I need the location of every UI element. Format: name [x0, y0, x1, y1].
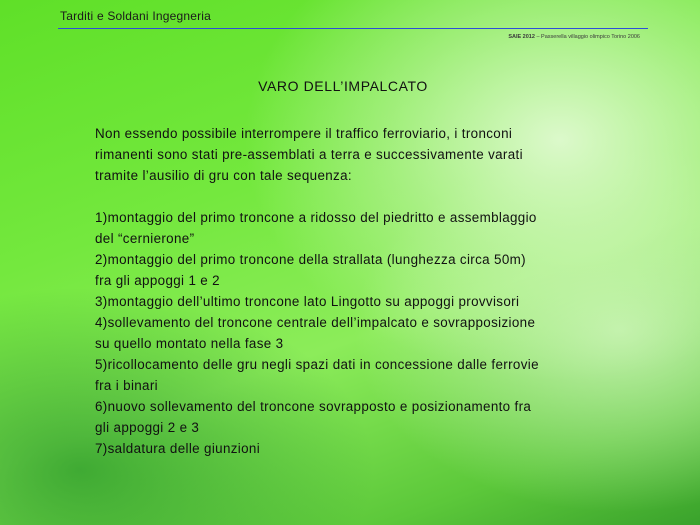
slide-title: VARO DELL’IMPALCATO	[258, 78, 428, 94]
event-caption	[508, 34, 640, 40]
step-line: 5)ricollocamento delle gru negli spazi dati in concessione dalle ferrovie	[95, 357, 539, 372]
paragraph-gap	[95, 186, 615, 207]
step-line: 4)sollevamento del troncone centrale dell’impalcato e sovrapposizione	[95, 315, 536, 330]
intro-line: rimanenti sono stati pre-assemblati a terra e successivamente varati	[95, 147, 523, 162]
step-line: fra gli appoggi 1 e 2	[95, 273, 220, 288]
step-line: del “cernierone”	[95, 231, 195, 246]
step-line: gli appoggi 2 e 3	[95, 420, 200, 435]
intro-line: Non essendo possibile interrompere il traffico ferroviario, i tronconi	[95, 126, 513, 141]
header-divider	[58, 28, 648, 29]
step-line: fra i binari	[95, 378, 158, 393]
event-name: SAIE 2012	[508, 34, 535, 40]
company-name: Tarditi e Soldani Ingegneria	[60, 9, 212, 23]
step-line: 2)montaggio del primo troncone della strallata (lunghezza circa 50m)	[95, 252, 526, 267]
step-line: 6)nuovo sollevamento del troncone sovrapposto e posizionamento fra	[95, 399, 532, 414]
intro-line: tramite l’ausilio di gru con tale sequenza:	[95, 168, 352, 183]
step-line: 7)saldatura delle giunzioni	[95, 441, 261, 456]
step-line: 1)montaggio del primo troncone a ridosso del piedritto e assemblaggio	[95, 210, 537, 225]
slide-body	[95, 123, 615, 459]
step-line: su quello montato nella fase 3	[95, 336, 284, 351]
step-line: 3)montaggio dell’ultimo troncone lato Lingotto su appoggi provvisori	[95, 294, 520, 309]
event-subtitle: – Passerella villaggio olimpico Torino 2006	[534, 34, 640, 40]
